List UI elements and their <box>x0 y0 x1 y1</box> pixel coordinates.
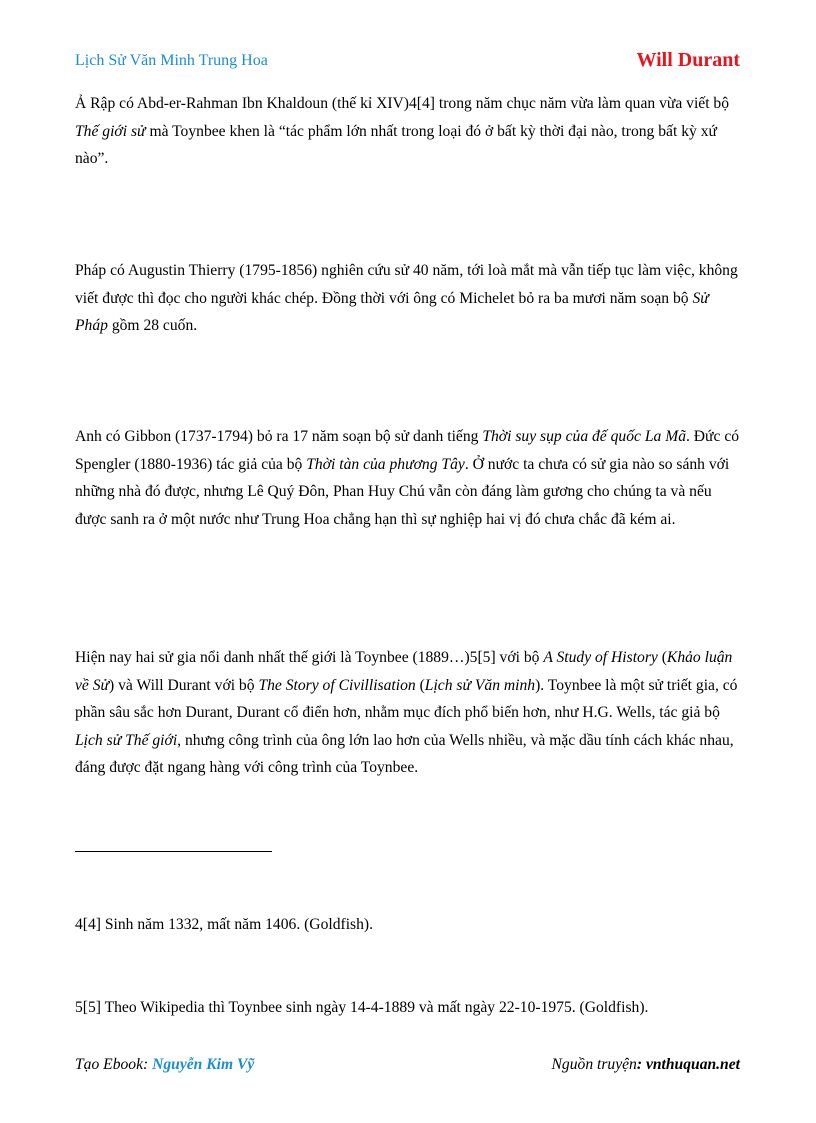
source-credit: Nguồn truyện: vnthuquan.net <box>551 1056 740 1073</box>
paragraph-toynbee: Hiện nay hai sử gia nổi danh nhất thế giới là Toynbee (1889…)5[5] với bộ A Study of History (Khảo luận về Sử) và Will Durant với bộ The Story of Civillisation (Lịch sử Văn minh). Toynbee là một sử triết gia, có phần sâu sắc hơn Durant, Durant cổ điển hơn, nhằm mục đích phổ biến hơn, như H.G. Wells, tác giả bộ Lịch sử Thế giới, nhưng công trình của ông lớn lao hơn của Wells nhiều, và mặc dầu tính cách khác nhau, đáng được đặt ngang hàng với công trình của Toynbee. <box>75 649 738 776</box>
footnote-5: 5[5] Theo Wikipedia thì Toynbee sinh ngày 14-4-1889 và mất ngày 22-10-1975. (Goldfish). <box>75 999 649 1016</box>
creator-name: Nguyễn Kim Vỹ <box>152 1056 255 1073</box>
book-title: Lịch Sử Văn Minh Trung Hoa <box>75 52 268 69</box>
footnote-4: 4[4] Sinh năm 1332, mất năm 1406. (Goldfish). <box>75 916 373 933</box>
paragraph-thierry: Pháp có Augustin Thierry (1795-1856) nghiên cứu sử 40 năm, tới loà mắt mà vẫn tiếp tục làm việc, không viết được thì đọc cho người khác chép. Đồng thời với ông có Michelet bỏ ra ba mươi năm soạn bộ Sử Pháp gồm 28 cuốn. <box>75 262 738 334</box>
author-name: Will Durant <box>636 49 740 71</box>
paragraph-khaldoun: Ả Rập có Abd-er-Rahman Ibn Khaldoun (thế kỉ XIV)4[4] trong năm chục năm vừa làm quan vừa viết bộ Thế giới sử mà Toynbee khen là “tác phẩm lớn nhất trong loại đó ở bất kỳ thời đại nào, trong bất kỳ xứ nào”. <box>75 95 730 167</box>
source-site: vnthuquan.net <box>645 1056 740 1073</box>
ebook-credit: Tạo Ebook: Nguyễn Kim Vỹ <box>75 1056 255 1073</box>
paragraph-gibbon: Anh có Gibbon (1737-1794) bỏ ra 17 năm soạn bộ sử danh tiếng Thời suy sụp của đế quốc La Mã. Đức có Spengler (1880-1936) tác giả của bộ Thời tàn của phương Tây. Ở nước ta chưa có sử gia nào so sánh với những nhà đó được, nhưng Lê Quý Đôn, Phan Huy Chú vẫn còn đáng làm gương cho chúng ta và nếu được sanh ra ở một nước như Trung Hoa chẳng hạn thì sự nghiệp hai vị đó chưa chắc đã kém ai. <box>75 428 740 528</box>
footnote-divider <box>75 851 272 852</box>
